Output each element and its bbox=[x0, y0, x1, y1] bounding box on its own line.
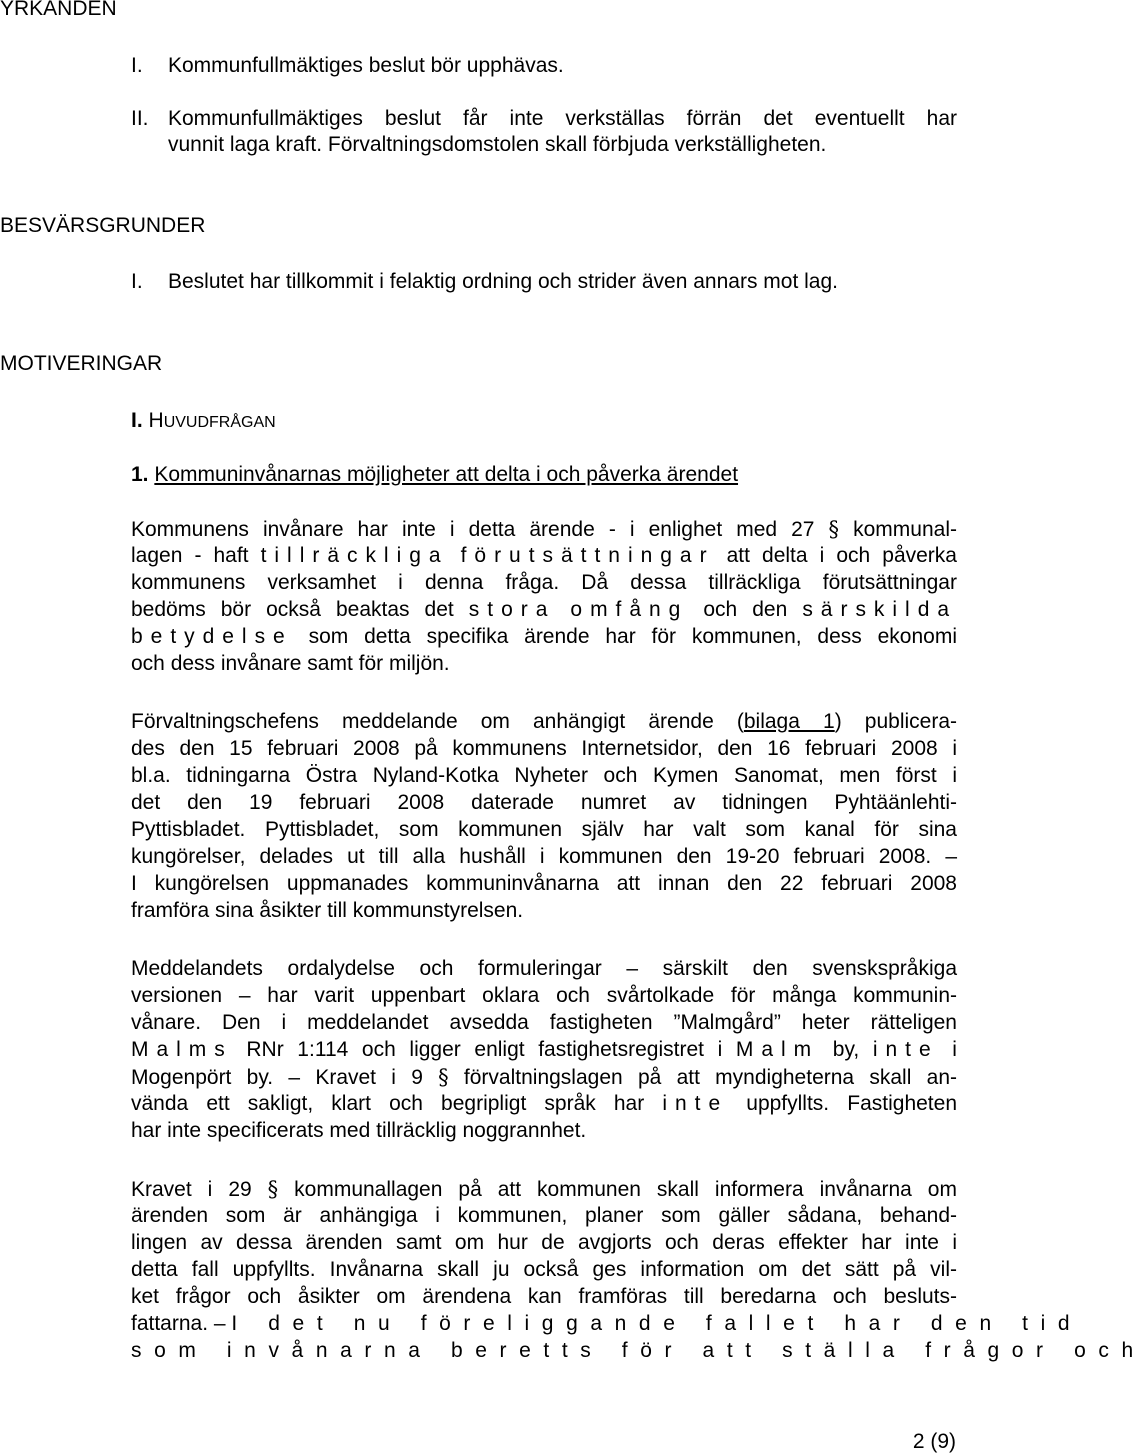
spaced-text: inte bbox=[872, 1038, 939, 1061]
subheading-number: I. bbox=[131, 409, 143, 432]
spaced-text: särskilda bbox=[802, 598, 958, 621]
p4-line-1: Kravet i 29 § kommunallagen på att kommunen skall informera invånarna om bbox=[131, 1177, 957, 1201]
question-title: Kommuninvånarnas möjligheter att delta i och påverka ärendet bbox=[154, 463, 739, 486]
spaced-text: omfång bbox=[570, 598, 689, 621]
spaced-text: Malm bbox=[735, 1038, 820, 1061]
p3-line-1: Meddelandets ordalydelse och formuleringar – särskilt den svenskspråkiga bbox=[131, 957, 957, 980]
question-number: 1. bbox=[131, 463, 149, 486]
subheading-first: H bbox=[148, 409, 164, 432]
p2-line-1: Förvaltningschefens meddelande om anhängigt ärende (bilaga 1) publicera- bbox=[131, 710, 958, 733]
spaced-text: förutsättningar bbox=[460, 544, 715, 567]
spaced-text: I det nu föreliggande fallet har den tid bbox=[231, 1312, 1083, 1335]
spaced-text: stora bbox=[468, 598, 556, 621]
p3-line-2: versionen – har varit uppenbart oklara och svårtolkade för många kommunin- bbox=[131, 984, 957, 1007]
p1-line-6: och dess invånare samt för miljön. bbox=[131, 652, 450, 675]
p2-line-2: des den 15 februari 2008 på kommunens Internetsidor, den 16 februari 2008 i bbox=[131, 737, 957, 760]
section-sign: § bbox=[438, 1065, 449, 1089]
claim-2-line-1: Kommunfullmäktiges beslut får inte verkställas förrän det eventuellt har bbox=[168, 107, 957, 130]
question-heading bbox=[131, 462, 738, 488]
section-sign: § bbox=[828, 517, 840, 541]
subheading-rest: UVUDFRÅGAN bbox=[163, 414, 276, 431]
spaced-text: betydelse bbox=[131, 625, 293, 648]
claim-2-line-2: vunnit laga kraft. Förvaltningsdomstolen skall förbjuda verkställigheten. bbox=[168, 133, 827, 156]
grounds-number: I. bbox=[131, 270, 143, 293]
p3-line-6: vända ett sakligt, klart och begripligt språk har inte uppfyllts. Fastigheten bbox=[131, 1092, 957, 1115]
section-sign: § bbox=[267, 1177, 279, 1201]
spaced-text: tillräckliga bbox=[260, 544, 449, 567]
p3-line-3: vånare. Den i meddelandet avsedda fastigheten ”Malmgård” heter rätteligen bbox=[131, 1011, 957, 1034]
p4-line-7 bbox=[131, 1338, 1146, 1364]
spaced-text: inte bbox=[662, 1092, 729, 1115]
bilaga-link[interactable]: bilaga 1 bbox=[743, 710, 835, 733]
grounds-text: Beslutet har tillkommit i felaktig ordning och strider även annars mot lag. bbox=[168, 270, 838, 293]
p1-line-3: kommunens verksamhet i denna fråga. Då dessa tillräckliga förutsättningar bbox=[131, 571, 957, 594]
p4-line-4: detta fall uppfyllts. Invånarna skall ju också ges information om det sätt på vil- bbox=[131, 1258, 957, 1281]
claim-1-text: Kommunfullmäktiges beslut bör upphävas. bbox=[168, 54, 564, 77]
p1-line-1: Kommunens invånare har inte i detta ärende - i enlighet med 27 § kommunal- bbox=[131, 517, 957, 541]
spaced-text: Malms bbox=[131, 1038, 233, 1061]
claim-1-number: I. bbox=[131, 54, 143, 77]
yrkanden-heading: YRKANDEN bbox=[0, 0, 117, 20]
spaced-text: som invånarna beretts för att ställa frågor och bbox=[131, 1339, 1146, 1362]
p1-line-4: bedöms bör också beaktas det stora omfång och den särskilda bbox=[131, 598, 958, 621]
p2-line-5: Pyttisbladet. Pyttisbladet, som kommunen själv har valt som kanal för sina bbox=[131, 818, 957, 841]
p1-line-5: betydelse som detta specifika ärende har för kommunen, dess ekonomi bbox=[131, 625, 957, 648]
p4-line-6: fattarna. – I det nu föreliggande fallet har den tid bbox=[131, 1312, 1083, 1335]
p3-line-7: har inte specificerats med tillräcklig noggrannhet. bbox=[131, 1119, 587, 1142]
p2-line-6: kungörelser, delades ut till alla hushåll i kommunen den 19-20 februari 2008. – bbox=[131, 845, 957, 868]
motives-subheading bbox=[131, 408, 276, 436]
grounds-heading: BESVÄRSGRUNDER bbox=[0, 214, 206, 237]
p2-line-4: det den 19 februari 2008 daterade numret av tidningen Pyhtäänlehti- bbox=[131, 791, 957, 814]
p4-line-3: lingen av dessa ärenden samt om hur de avgjorts och deras effekter har inte i bbox=[131, 1231, 957, 1254]
p2-line-8: framföra sina åsikter till kommunstyrelsen. bbox=[131, 899, 524, 922]
motives-heading: MOTIVERINGAR bbox=[0, 352, 163, 375]
p2-line-7: I kungörelsen uppmanades kommuninvånarna att innan den 22 februari 2008 bbox=[131, 872, 957, 895]
p3-line-5: Mogenpört by. – Kravet i 9 § förvaltningslagen på att myndigheterna skall an- bbox=[131, 1065, 957, 1089]
claim-2-number: II. bbox=[131, 107, 149, 130]
p1-line-2: lagen - haft tillräckliga förutsättningar att delta i och påverka bbox=[131, 544, 957, 567]
p2-line-3: bl.a. tidningarna Östra Nyland-Kotka Nyheter och Kymen Sanomat, men först i bbox=[131, 764, 957, 787]
p4-line-5: ket frågor och åsikter om ärendena kan framföras till beredarna och besluts- bbox=[131, 1285, 957, 1308]
p4-line-2: ärenden som är anhängiga i kommunen, planer som gäller sådana, behand- bbox=[131, 1204, 957, 1227]
p3-line-4: Malms RNr 1:114 och ligger enligt fastighetsregistret i Malm by, inte i bbox=[131, 1038, 957, 1061]
page-number: 2 (9) bbox=[912, 1430, 956, 1453]
